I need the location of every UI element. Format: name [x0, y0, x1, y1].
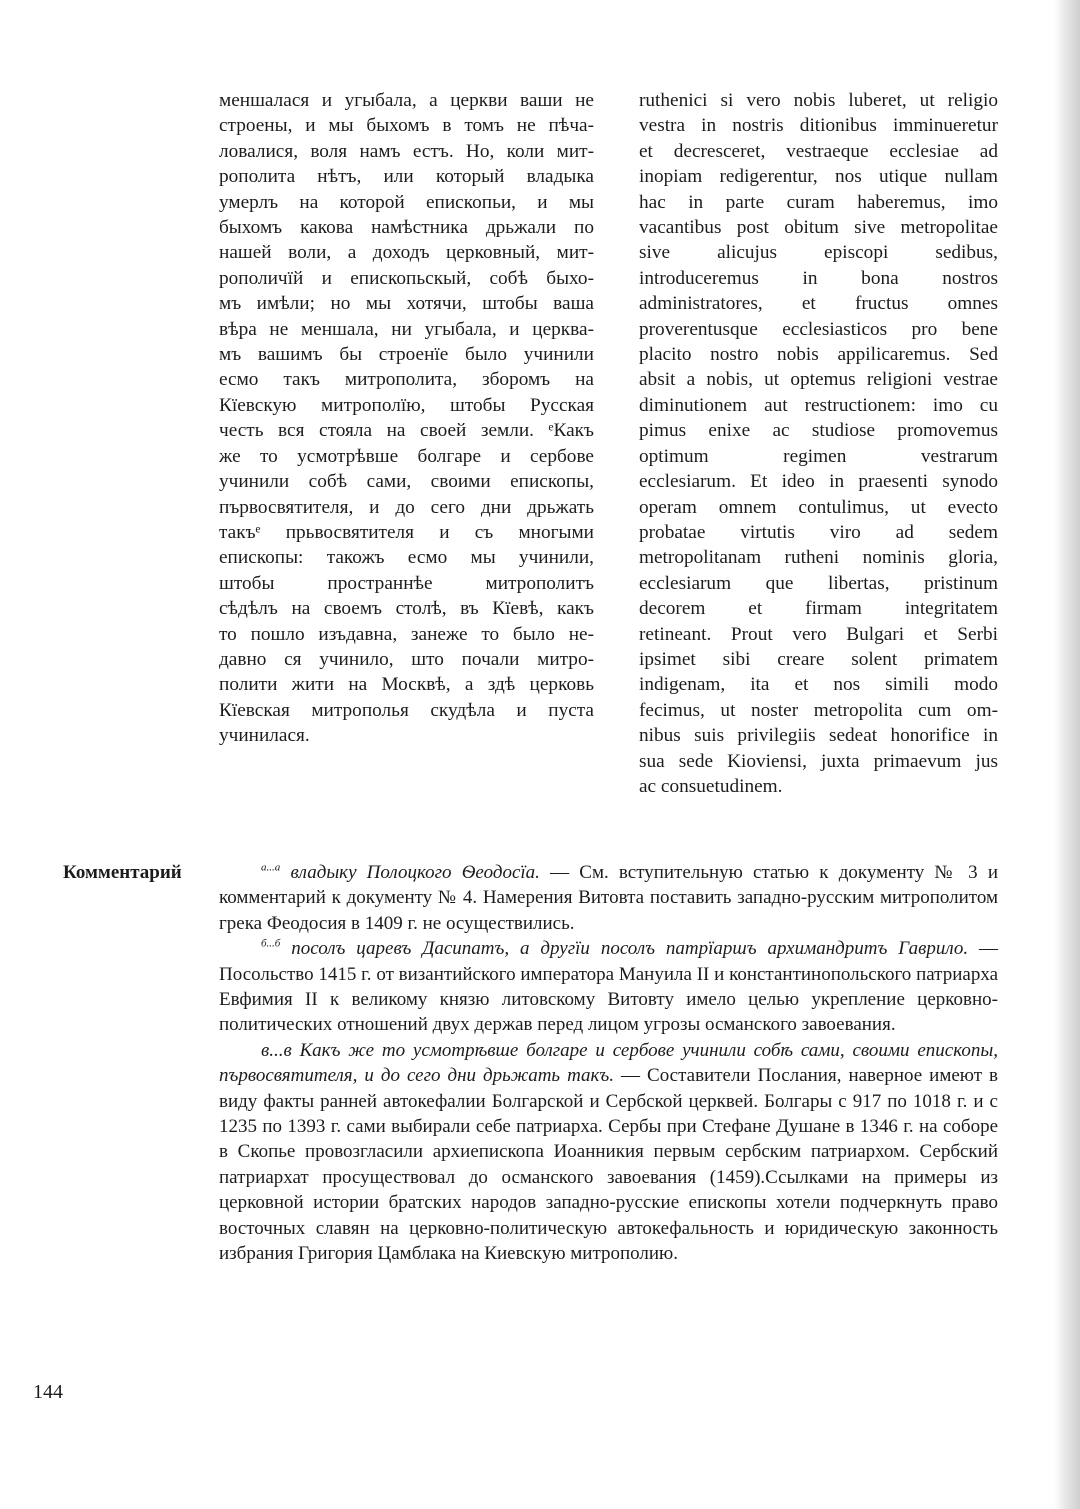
- latin-text-line: placito nostro nobis appilicaremus. Sed: [639, 344, 998, 366]
- latin-text-line: administratores, et fructus omnes: [639, 293, 998, 315]
- latin-text-line: indigenam, ita et nos simili modo: [639, 674, 998, 696]
- old-russian-text-line: рополита нѣтъ, или который владыка: [219, 166, 594, 188]
- commentary-body: [219, 860, 998, 1267]
- old-russian-text-line: честь вся стояла на своей земли. ᵉКакъ: [219, 420, 594, 442]
- footnote-mark: б...б: [261, 937, 281, 950]
- commentary-item: [219, 936, 998, 1038]
- commentary-item: [219, 860, 998, 936]
- latin-text-line: sive alicujus episcopi sedibus,: [639, 242, 998, 264]
- latin-text-line: vacantibus post obitum sive metropolitae: [639, 217, 998, 239]
- latin-text-line: metropolitanam rutheni nominis gloria,: [639, 547, 998, 569]
- old-russian-text-line: учинили собѣ сами, своими епископы,: [219, 471, 594, 493]
- latin-text-line: fecimus, ut noster metropolita cum om-: [639, 699, 998, 721]
- old-russian-text-line: Кїевская митрополья скудѣла и пуста: [219, 699, 594, 721]
- commentary-text: — Составители Послания, наверное имеют в виду факты ранней автокефалии Болгарской и Сербской церквей. Болгары с 917 по 1018 г. и с 1235 по 1393 г. сами выбирали себе патриарха. Сербы при Стефане Душане в 1346 г. на соборе в Скопье провозгласили архиепископа Иоанникия первым сербским патриархом. Сербский патриархат просуществовал до османского завоевания (1459).Ссылками на примеры из церковной истории братских народов западно-русские епископы хотели подчеркнуть право восточных славян на церковно-политическую автокефальность и юридическую законность избрания Григория Цамблака на Киевскую митрополию.: [219, 1065, 998, 1265]
- latin-text-line: vestra in nostris ditionibus imminueretur: [639, 115, 998, 137]
- old-russian-text-line: първосвятителя, и до сего дни дрьжать: [219, 496, 594, 518]
- latin-text-line: ruthenici si vero nobis luberet, ut religio: [639, 90, 998, 111]
- latin-text-line: retineant. Prout vero Bulgari et Serbi: [639, 623, 998, 645]
- page-edge-shadow: [1054, 0, 1080, 1509]
- old-russian-text-column: [219, 88, 594, 749]
- old-russian-text-line: учинилася.: [219, 725, 310, 747]
- latin-text-line: sua sede Kioviensi, juxta primaevum jus: [639, 750, 998, 772]
- old-russian-text-line: же то усмотрѣвше болгаре и сербове: [219, 445, 594, 467]
- latin-text-line: ecclesiarum que libertas, pristinum: [639, 572, 998, 594]
- old-russian-text-line: то пошло изъдавна, занеже то было не-: [219, 623, 594, 645]
- commentary-heading: Комментарий: [63, 862, 182, 883]
- latin-text-line: absit a nobis, ut optemus religioni vestrae: [639, 369, 998, 391]
- latin-text-line: ac consuetudinem.: [639, 775, 783, 797]
- commentary-text: — Посольство 1415 г. от византийского императора Мануила II и константинопольского патриарха Евфимия II к великому князю литовскому Витовту имело целью укрепление церковно-политических отношений двух держав перед лицом угрозы османского завоевания.: [219, 938, 999, 1036]
- old-russian-text-line: мъ вашимъ бы строенїе было учинили: [219, 344, 594, 366]
- latin-text-line: nibus suis privilegiis sedeat honorifice in: [639, 725, 998, 747]
- commentary-lemma: посолъ царевъ Дасипатъ, а другїи посолъ патрїаршъ архимандритъ Гаврило.: [291, 938, 969, 960]
- commentary-item: [219, 1038, 998, 1267]
- old-russian-text-line: быхомъ какова намѣстника дрьжали по: [219, 217, 594, 239]
- old-russian-text-line: рополичїй и епископьскый, собѣ быхо-: [219, 267, 594, 289]
- latin-text-line: diminutionem aut restructionem: imo cu: [639, 394, 998, 416]
- footnote-mark: а...а: [261, 861, 281, 874]
- latin-text-line: operam omnem contulimus, ut evecto: [639, 496, 998, 518]
- old-russian-text-line: давно ся учинило, што почали митро-: [219, 648, 594, 670]
- old-russian-text-line: строены, и мы быхомъ в томъ не пѣча-: [219, 115, 594, 137]
- old-russian-text-line: штобы пространнѣе митрополитъ: [219, 572, 594, 594]
- latin-text-line: introduceremus in bona nostros: [639, 267, 998, 289]
- old-russian-text-line: Кїевскую митрополїю, штобы Русская: [219, 394, 594, 416]
- old-russian-text-line: умерлъ на которой епископьи, и мы: [219, 191, 594, 213]
- latin-text-line: et decresceret, vestraeque ecclesiae ad: [639, 140, 998, 162]
- latin-text-line: probatae virtutis viro ad sedem: [639, 521, 998, 543]
- latin-text-line: inopiam redigerentur, nos utique nullam: [639, 166, 998, 188]
- old-russian-text-line: такъᵉ прьвосвятителя и съ многыми: [219, 521, 594, 543]
- latin-text-line: pimus enixe ac studiose promovemus: [639, 420, 998, 442]
- old-russian-text-line: епископы: такожъ есмо мы учинили,: [219, 547, 594, 569]
- page-number: 144: [33, 1381, 63, 1403]
- latin-text-line: ecclesiarum. Et ideo in praesenti synodo: [639, 471, 998, 493]
- latin-text-line: decorem et firmam integritatem: [639, 598, 998, 620]
- old-russian-text-line: сѣдѣлъ на своемъ столѣ, въ Кїевѣ, какъ: [219, 598, 594, 620]
- old-russian-text-line: меншалася и угыбала, а церкви ваши не: [219, 90, 594, 111]
- old-russian-text-line: полити жити на Москвѣ, а здѣ церковь: [219, 674, 594, 696]
- old-russian-text-line: ловалися, воля намъ естъ. Но, коли мит-: [219, 140, 594, 162]
- latin-text-line: proverentusque ecclesiasticos pro bene: [639, 318, 998, 340]
- old-russian-text-line: есмо такъ митрополита, зборомъ на: [219, 369, 594, 391]
- old-russian-text-line: мъ имѣли; но мы хотячи, штобы ваша: [219, 293, 594, 315]
- commentary-text: — См. вступительную статью к документу № 3 и комментарий к документу № 4. Намерения Витовта поставить западно-русским митрополитом грека Феодосия в 1409 г. не осуществились.: [219, 862, 999, 934]
- latin-text-line: ipsimet sibi creare solent primatem: [639, 648, 998, 670]
- old-russian-text-line: нашей воли, а доходъ церковный, мит-: [219, 242, 594, 264]
- latin-text-line: hac in parte curam haberemus, imo: [639, 191, 998, 213]
- commentary-lemma: Какъ же то усмотрѣвше болгаре и сербове учинили собѣ сами, своими епископы, първосвятителя, и до сего дни дрьжать такъ.: [219, 1039, 998, 1087]
- commentary-lemma: владыку Полоцкого Ѳеодосїа.: [290, 862, 540, 883]
- latin-text-line: optimum regimen vestrarum: [639, 445, 998, 467]
- latin-text-column: [639, 88, 998, 799]
- footnote-mark: в...в: [261, 1039, 292, 1061]
- old-russian-text-line: вѣра не меншала, ни угыбала, и церква-: [219, 318, 594, 340]
